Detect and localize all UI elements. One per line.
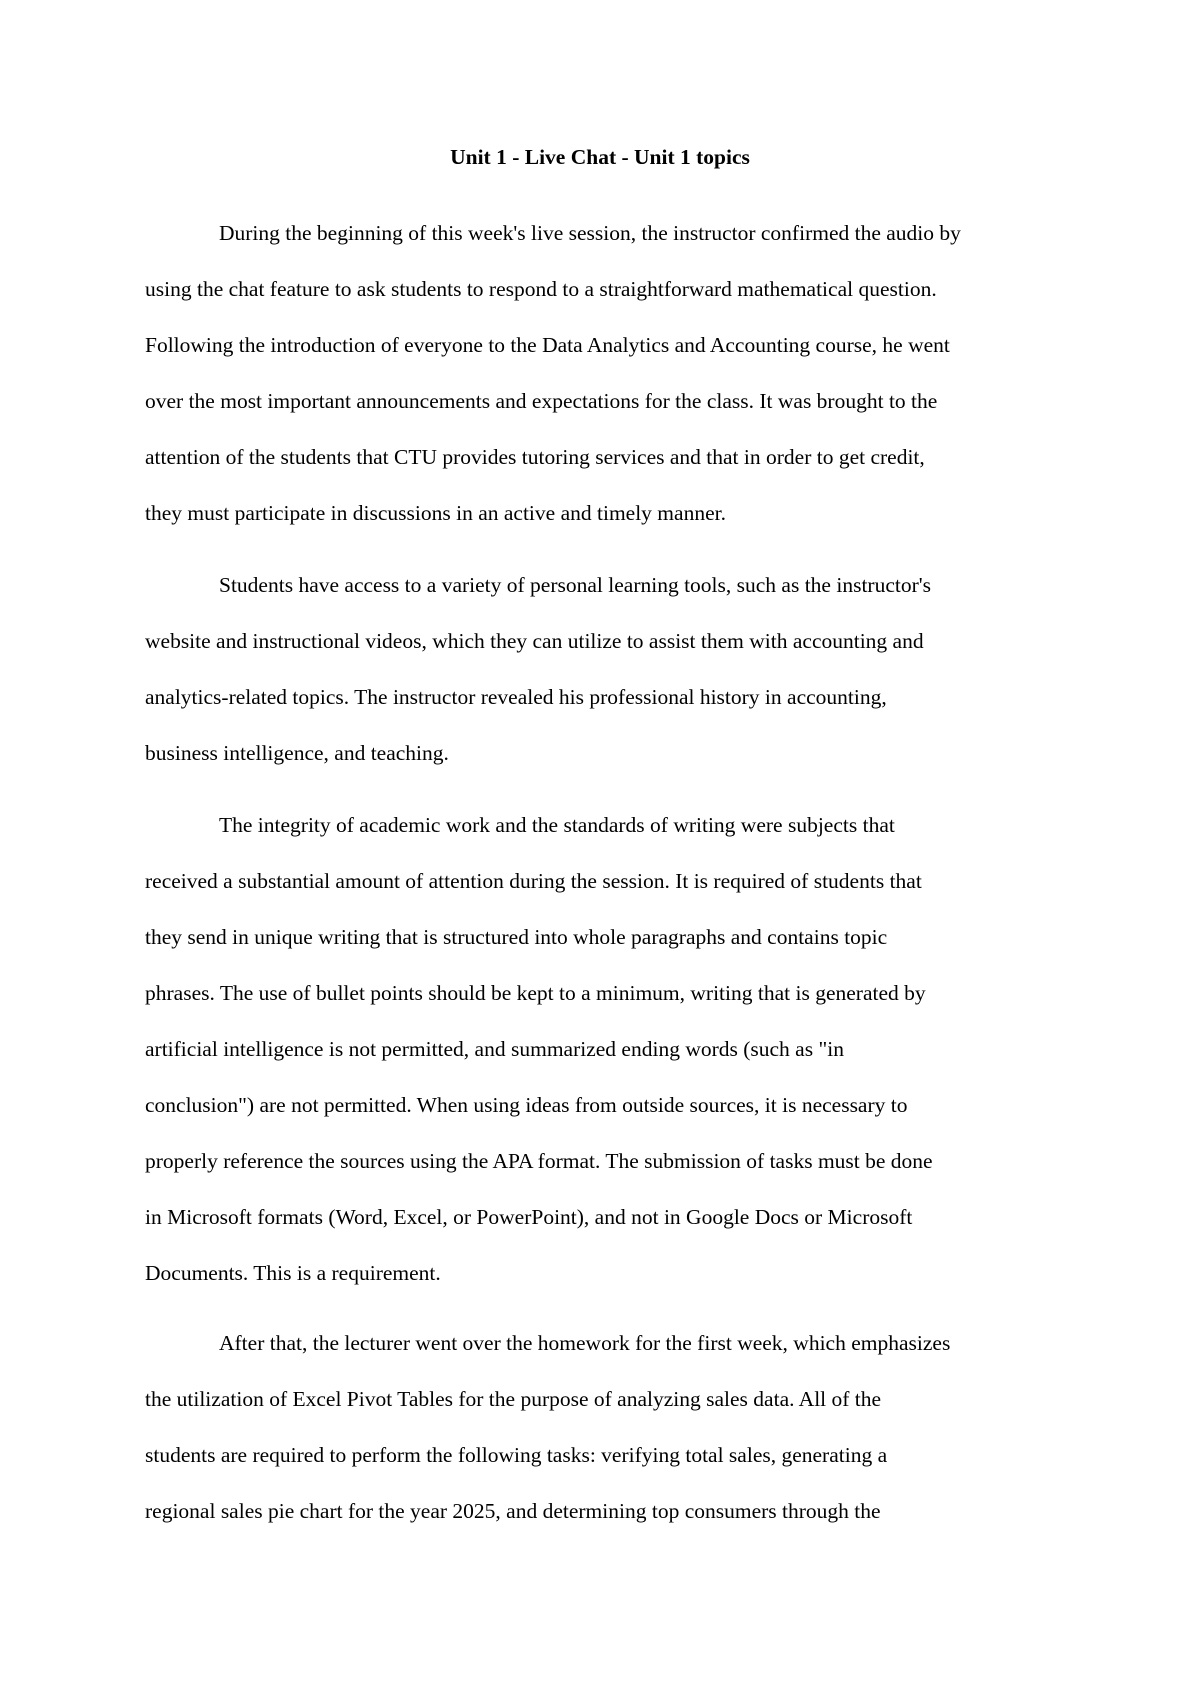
- text-line: the utilization of Excel Pivot Tables for the purpose of analyzing sales data. All of the: [145, 1387, 882, 1411]
- text-line: The integrity of academic work and the standards of writing were subjects that: [219, 813, 895, 837]
- text-line: Students have access to a variety of personal learning tools, such as the instructor's: [219, 573, 931, 597]
- text-line: analytics-related topics. The instructor revealed his professional history in accounting,: [145, 685, 887, 709]
- text-line: students are required to perform the following tasks: verifying total sales, generating a: [145, 1443, 888, 1467]
- paragraph-homework: [145, 1315, 1075, 1539]
- text-line: using the chat feature to ask students to respond to a straightforward mathematical question.: [145, 277, 937, 301]
- text-line: they send in unique writing that is structured into whole paragraphs and contains topic: [145, 925, 888, 949]
- text-line: business intelligence, and teaching.: [145, 741, 449, 765]
- text-line: they must participate in discussions in an active and timely manner.: [145, 501, 726, 525]
- text-line: Following the introduction of everyone to the Data Analytics and Accounting course, he went: [145, 333, 950, 357]
- text-line: attention of the students that CTU provides tutoring services and that in order to get credit,: [145, 445, 925, 469]
- text-line: website and instructional videos, which they can utilize to assist them with accounting and: [145, 629, 924, 653]
- text-line: Documents. This is a requirement.: [145, 1261, 441, 1285]
- paragraph-live-session-intro: [145, 205, 1075, 541]
- text-line: properly reference the sources using the APA format. The submission of tasks must be done: [145, 1149, 933, 1173]
- text-line: in Microsoft formats (Word, Excel, or PowerPoint), and not in Google Docs or Microsoft: [145, 1205, 913, 1229]
- text-line: artificial intelligence is not permitted, and summarized ending words (such as "in: [145, 1037, 844, 1061]
- text-line: phrases. The use of bullet points should be kept to a minimum, writing that is generated by: [145, 981, 926, 1005]
- text-line: regional sales pie chart for the year 2025, and determining top consumers through the: [145, 1499, 881, 1523]
- paragraph-academic-integrity: [145, 797, 1075, 1301]
- text-line: conclusion") are not permitted. When using ideas from outside sources, it is necessary to: [145, 1093, 908, 1117]
- text-line: After that, the lecturer went over the homework for the first week, which emphasizes: [219, 1331, 951, 1355]
- text-line: During the beginning of this week's live session, the instructor confirmed the audio by: [219, 221, 961, 245]
- document-title: Unit 1 - Live Chat - Unit 1 topics: [450, 145, 750, 169]
- text-line: received a substantial amount of attention during the session. It is required of students that: [145, 869, 922, 893]
- text-line: over the most important announcements and expectations for the class. It was brought to the: [145, 389, 938, 413]
- paragraph-learning-tools: [145, 557, 1075, 781]
